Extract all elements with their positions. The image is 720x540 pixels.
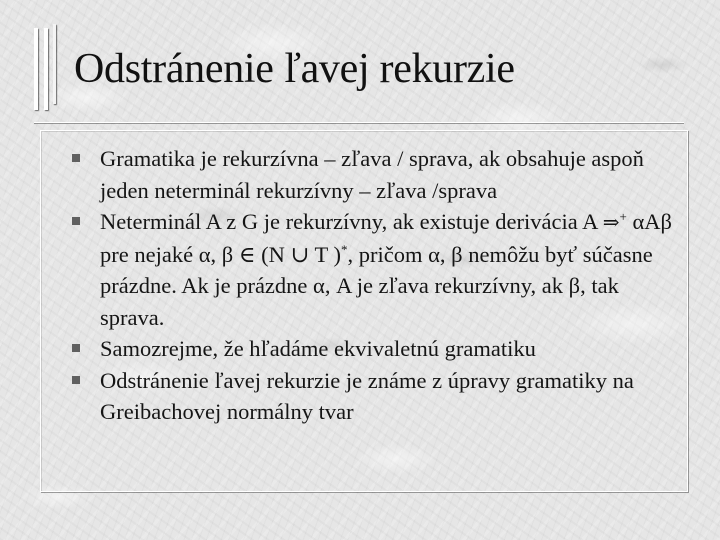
bullet-item-equivalent-grammar <box>66 333 678 365</box>
bullet-text: Odstránenie ľavej rekurzie je známe z úpravy gramatiky na Greibachovej normálny tvar <box>100 367 634 424</box>
bullet-text-part: Neterminál A z G je rekurzívny, ak existuje derivácia A <box>100 209 603 234</box>
title-decor-bar-right <box>53 24 56 104</box>
square-bullet-icon <box>72 217 80 225</box>
bullet-text: Gramatika je rekurzívna – zľava / sprava, ak obsahuje aspoň jeden neterminál rekurzívny – zľava /sprava <box>100 146 644 203</box>
plus-superscript: + <box>619 209 627 224</box>
square-bullet-icon <box>72 344 80 352</box>
star-superscript: * <box>340 241 348 257</box>
bullet-list <box>66 143 678 428</box>
square-bullet-icon <box>72 154 80 162</box>
bullet-item-greibach <box>66 365 678 428</box>
slide-title: Odstránenie ľavej rekurzie <box>74 46 515 92</box>
bullet-text-part: , pričom α, β nemôžu byť súčasne prázdne. Ak je prázdne α, A je zľava rekurzívny, ak β, tak sprava. <box>100 241 653 330</box>
bullet-item-recursive-nonterminal <box>66 206 678 333</box>
title-decor-bar-middle <box>44 28 48 110</box>
bullet-text-part: αAβ pre nejaké α, β ∈ (N ∪ T ) <box>100 209 672 267</box>
square-bullet-icon <box>72 376 80 384</box>
bullet-text <box>100 206 678 333</box>
bullet-text: Samozrejme, že hľadáme ekvivaletnú gramatiku <box>100 336 536 361</box>
title-decor-bar-left <box>34 28 38 110</box>
derivation-arrow-symbol: ⇒ <box>602 210 620 234</box>
bullet-item-recursive-grammar <box>66 143 678 206</box>
title-underline <box>34 122 684 123</box>
